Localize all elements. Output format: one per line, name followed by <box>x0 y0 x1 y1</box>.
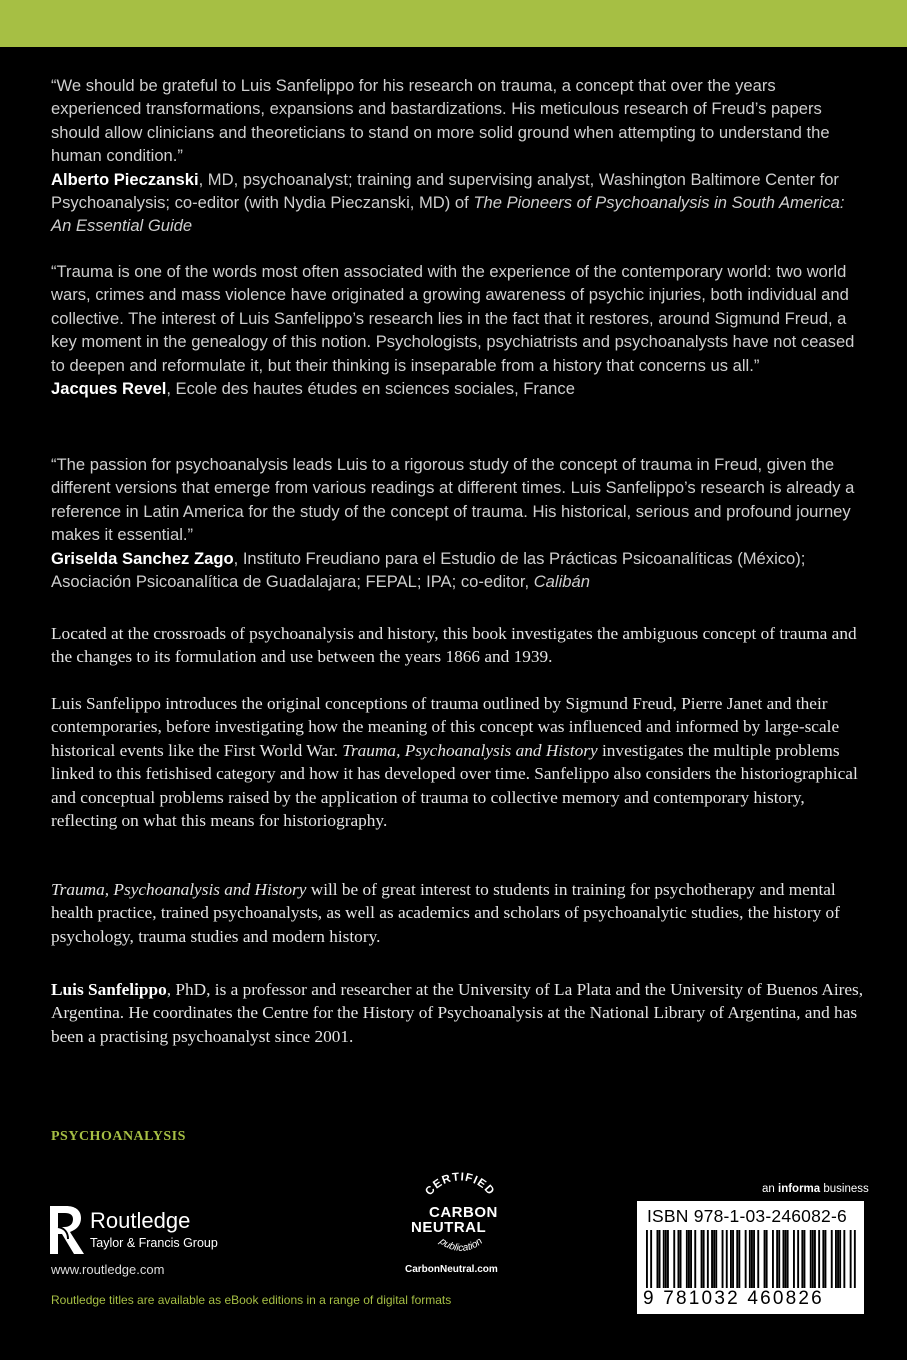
endorser-work: The Pioneers of Psychoanalysis in South America: An Essential Guide <box>51 193 845 236</box>
barcode-bar <box>663 1230 665 1288</box>
barcode-bar <box>686 1230 688 1288</box>
book-description-body <box>51 692 866 832</box>
top-accent-bar <box>0 0 907 47</box>
barcode-bar <box>715 1230 717 1288</box>
endorser-affiliation: , Ecole des hautes études en sciences sociales, France <box>166 379 575 399</box>
barcode-bar <box>766 1230 768 1288</box>
routledge-r-icon <box>46 1204 86 1256</box>
barcode-bar <box>673 1230 675 1288</box>
barcode-bar <box>843 1230 845 1288</box>
endorsement-quote: “Trauma is one of the words most often associated with the experience of the contemporary world: two world wars, crimes and mass violence have originated a growing awareness of psychic injuries, both individual and collective. The interest of Luis Sanfelippo’s research lies in the fact that it restores, around Sigmund Freud, a key moment in the genealogy of this notion. Psychologists, psychiatrists and psychoanalysts have not ceased to deepen and reformulate it, but their thinking is inseparable from a history that concerns us all.” <box>51 262 855 375</box>
ebook-note: Routledge titles are available as eBook editions in a range of digital formats <box>51 1293 452 1307</box>
bio-paragraph <box>51 978 866 1048</box>
endorsement-2 <box>51 260 859 400</box>
barcode-bar <box>665 1230 667 1288</box>
carbon-line-3: NEUTRAL <box>411 1219 487 1236</box>
barcode-bar <box>837 1230 839 1288</box>
subject-category: PSYCHOANALYSIS <box>51 1129 186 1144</box>
description-paragraph: Located at the crossroads of psychoanalysis and history, this book investigates the ambiguous concept of trauma and the changes to its formulation and use between the years 1866 and 1939. <box>51 624 857 667</box>
svg-text:publication <box>436 1235 485 1253</box>
barcode-bar <box>738 1230 740 1288</box>
author-bio <box>51 978 866 1048</box>
barcode-bar <box>839 1230 841 1288</box>
barcode-bar <box>722 1230 724 1288</box>
informa-prefix: an <box>762 1183 778 1195</box>
barcode-bar <box>757 1230 759 1288</box>
informa-tagline <box>762 1183 869 1195</box>
barcode-bar <box>703 1230 705 1288</box>
description-text: Luis Sanfelippo introduces the original conceptions of trauma outlined by Sigmund Freud, Pierre Janet and their contemporaries, before investigating how the meaning of this concept was influenced and informed by large-scale historical events like the First World War. <box>51 694 840 760</box>
barcode-bar <box>667 1230 669 1288</box>
barcode-bar <box>772 1230 774 1288</box>
barcode-bar <box>688 1230 690 1288</box>
publisher-group: Taylor & Francis Group <box>90 1236 218 1250</box>
barcode-bar <box>713 1230 715 1288</box>
barcode-bar <box>657 1230 659 1288</box>
carbon-url: CarbonNeutral.com <box>405 1264 498 1275</box>
barcode-bar <box>822 1230 824 1288</box>
endorser-affiliation: , MD, psychoanalyst; training and supervising analyst, Washington Baltimore Center for Psychoanalysis; co-editor (with Nydia Pieczanski, MD) of <box>51 169 839 213</box>
carbon-certified-text: CERTIFIED <box>423 1171 497 1198</box>
barcode-bar <box>730 1230 732 1288</box>
barcode-bar <box>701 1230 703 1288</box>
endorsement-attribution <box>51 168 859 238</box>
publisher-logo <box>46 1204 256 1254</box>
barcode-bar <box>810 1230 812 1288</box>
barcode-bar <box>659 1230 661 1288</box>
barcode-bar <box>680 1230 682 1288</box>
barcode-bars <box>646 1230 856 1288</box>
endorsement-attribution <box>51 377 859 400</box>
carbon-line-2: CARBON <box>429 1204 498 1221</box>
barcode-bar <box>776 1230 778 1288</box>
barcode-bar <box>646 1230 648 1288</box>
endorsement-3 <box>51 453 859 593</box>
book-title: Trauma, Psychoanalysis and History <box>51 880 307 899</box>
barcode-bar <box>812 1230 814 1288</box>
description-text: investigates the multiple problems linked to this fetishised category and how it has developed over time. Sanfelippo also considers the historiographical and conceptual problems raised by the application of trauma to collective memory and contemporary history, reflecting on what this means for historiography. <box>51 740 858 831</box>
endorser-work: Calibán <box>533 572 590 592</box>
book-description-intro <box>51 622 866 669</box>
isbn-label: ISBN 978-1-03-246082-6 <box>647 1206 847 1226</box>
book-description-audience <box>51 878 866 948</box>
endorsement-attribution <box>51 547 859 594</box>
barcode-bar <box>814 1230 816 1288</box>
publisher-name: Routledge <box>90 1208 191 1233</box>
svg-text:CERTIFIED <box>423 1171 496 1198</box>
barcode-bar <box>749 1230 751 1288</box>
barcode-bar <box>825 1230 827 1288</box>
barcode-bar <box>850 1230 852 1288</box>
barcode-bar <box>835 1230 837 1288</box>
barcode-bar <box>751 1230 753 1288</box>
barcode-bar <box>690 1230 692 1288</box>
carbon-publication-text: publication <box>437 1236 485 1254</box>
barcode-bar <box>678 1230 680 1288</box>
endorser-name: Alberto Pieczanski <box>51 169 199 189</box>
endorsement-1 <box>51 74 859 238</box>
barcode-bar <box>711 1230 713 1288</box>
barcode-bar <box>753 1230 755 1288</box>
book-title: Trauma, Psychoanalysis and History <box>342 740 598 760</box>
barcode-bar <box>732 1230 734 1288</box>
endorsement-quote: “The passion for psychoanalysis leads Luis to a rigorous study of the concept of trauma in Freud, given the different versions that emerge from various readings at different times. Luis Sanfelippo’s research is already a reference in Latin America for the study of the concept of trauma. His historical, serious and profound journey makes it essential.” <box>51 455 855 545</box>
barcode-bar <box>745 1230 747 1288</box>
endorser-affiliation: , Instituto Freudiano para el Estudio de las Prácticas Psicoanalíticas (México); Asociación Psicoanalítica de Guadalajara; FEPAL; IPA; co-editor, <box>51 548 806 592</box>
carbon-neutral-logo <box>405 1162 515 1282</box>
description-paragraph <box>51 878 866 948</box>
description-text: will be of great interest to students in training for psychotherapy and mental health practice, trained psychoanalysts, as well as academics and scholars of psychoanalytic studies, the history of psychology, trauma studies and modern history. <box>51 880 840 946</box>
barcode-bar <box>854 1230 856 1288</box>
barcode-bar <box>778 1230 780 1288</box>
barcode-bar <box>783 1230 785 1288</box>
barcode-bar <box>797 1230 799 1288</box>
barcode-bar <box>801 1230 803 1288</box>
barcode-bar <box>764 1230 766 1288</box>
barcode-bar <box>726 1230 728 1288</box>
barcode-bar <box>707 1230 709 1288</box>
endorser-name: Jacques Revel <box>51 379 167 399</box>
isbn-digits: 9 781032 460826 <box>643 1288 824 1309</box>
barcode-bar <box>804 1230 806 1288</box>
description-paragraph <box>51 692 866 832</box>
endorser-name: Griselda Sanchez Zago <box>51 548 234 568</box>
barcode-bar <box>787 1230 789 1288</box>
isbn-barcode <box>637 1201 864 1314</box>
informa-brand: informa <box>778 1183 821 1195</box>
barcode-bar <box>650 1230 652 1288</box>
barcode-bar <box>793 1230 795 1288</box>
publisher-url[interactable]: www.routledge.com <box>51 1262 165 1277</box>
barcode-bar <box>785 1230 787 1288</box>
informa-suffix: business <box>820 1183 869 1195</box>
author-name: Luis Sanfelippo <box>51 980 167 999</box>
barcode-bar <box>818 1230 820 1288</box>
barcode-bar <box>694 1230 696 1288</box>
endorsement-quote: “We should be grateful to Luis Sanfelippo for his research on trauma, a concept that over the years experienced transformations, expansions and bastardizations. His meticulous research of Freud’s papers should allow clinicians and theoreticians to stand on more solid ground when attempting to understand the human condition.” <box>51 76 830 166</box>
barcode-bar <box>831 1230 833 1288</box>
barcode-bar <box>736 1230 738 1288</box>
bio-text: , PhD, is a professor and researcher at the University of La Plata and the University of Buenos Aires, Argentina. He coordinates the Centre for the History of Psychoanalysis at the National Library of Argentina, and has been a practising psychoanalyst since 2001. <box>51 980 864 1046</box>
